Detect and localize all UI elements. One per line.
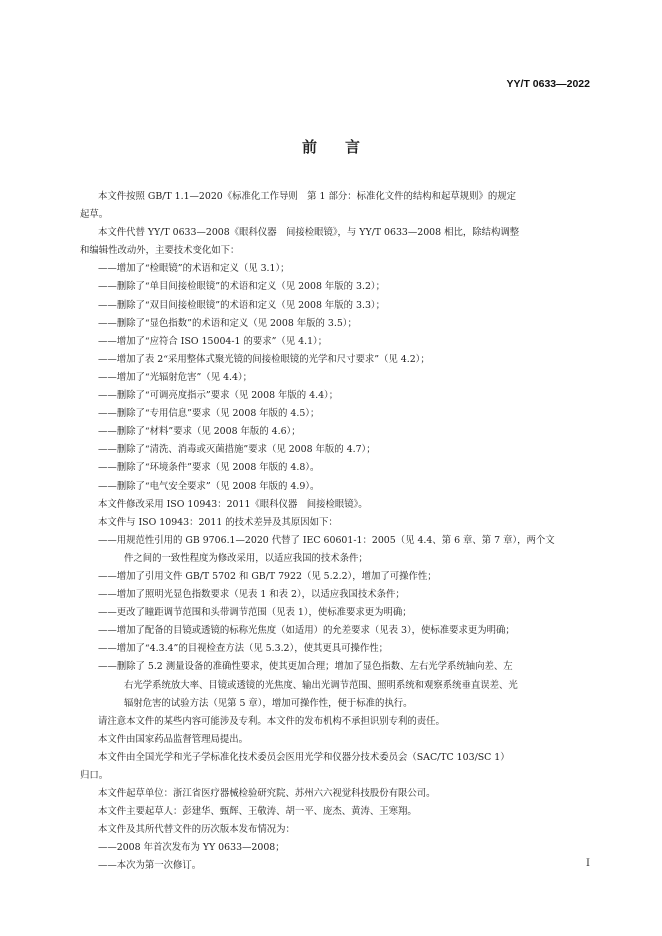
paragraph-differences: 本文件与 ISO 10943：2011 的技术差异及其原因如下： bbox=[98, 516, 338, 528]
change-item: ——删除了“环境条件”要求（见 2008 年版的 4.8）。 bbox=[98, 462, 320, 474]
paragraph-history: 本文件及其所代替文件的历次版本发布情况为： bbox=[98, 824, 295, 836]
paragraph-committee-cont: 归口。 bbox=[80, 770, 109, 781]
history-item: ——本次为第一次修订。 bbox=[98, 860, 202, 872]
change-item: ——删除了“可调亮度指示”要求（见 2008 年版的 4.4）； bbox=[98, 390, 339, 402]
document-body bbox=[80, 188, 592, 876]
change-item: ——增加了“检眼镜”的术语和定义（见 3.1）； bbox=[98, 263, 290, 275]
change-item: ——删除了“电气安全要求”（见 2008 年版的 4.9）。 bbox=[98, 480, 320, 492]
change-item: ——增加了“应符合 ISO 15004-1 的要求”（见 4.1）； bbox=[98, 335, 328, 347]
paragraph-replaces-cont: 和编辑性改动外，主要技术变化如下： bbox=[80, 245, 240, 257]
paragraph-drafting-rules: 本文件按照 GB/T 1.1—2020《标准化工作导则 第 1 部分：标准化文件的结构和起草规则》的规定 bbox=[98, 191, 516, 202]
difference-item-cont: 右光学系统放大率、目镜或透镜的光焦度、输出光调节范围、照明系统和观察系统垂直误差、光 bbox=[124, 679, 518, 691]
page-number: I bbox=[586, 858, 590, 869]
difference-item: ——增加了引用文件 GB/T 5702 和 GB/T 7922（见 5.2.2），增加了可操作性； bbox=[98, 570, 437, 582]
paragraph-replaces: 本文件代替 YY/T 0633—2008《眼科仪器 间接检眼镜》，与 YY/T 0633—2008 相比，除结构调整 bbox=[98, 227, 520, 239]
change-item: ——删除了“材料”要求（见 2008 年版的 4.6）； bbox=[98, 426, 301, 438]
change-item: ——删除了“单目间接检眼镜”的术语和定义（见 2008 年版的 3.2）； bbox=[98, 281, 385, 293]
history-item: ——2008 年首次发布为 YY 0633—2008； bbox=[98, 842, 285, 854]
change-item: ——删除了“双目间接检眼镜”的术语和定义（见 2008 年版的 3.3）； bbox=[98, 299, 385, 311]
paragraph-drafting-rules-cont: 起草。 bbox=[80, 209, 109, 221]
difference-item: ——增加了照明光显色指数要求（见表 1 和表 2），以适应我国技术条件； bbox=[98, 589, 405, 601]
standard-number: YY/T 0633—2022 bbox=[506, 78, 590, 90]
difference-item: ——更改了瞳距调节范围和头带调节范围（见表 1），使标准要求更为明确； bbox=[98, 607, 412, 619]
paragraph-drafting-units: 本文件起草单位：浙江省医疗器械检验研究院、苏州六六视觉科技股份有限公司。 bbox=[98, 788, 436, 800]
paragraph-adoption: 本文件修改采用 ISO 10943：2011《眼科仪器 间接检眼镜》。 bbox=[98, 498, 368, 510]
change-item: ——删除了“专用信息”要求（见 2008 年版的 4.5）； bbox=[98, 408, 320, 420]
difference-item: ——删除了 5.2 测量设备的准确性要求，使其更加合理；增加了显色指数、左右光学系统轴向差、左 bbox=[98, 661, 513, 673]
difference-item: ——用规范性引用的 GB 9706.1—2020 代替了 IEC 60601-1：2005（见 4.4、第 6 章、第 7 章），两个文 bbox=[98, 534, 555, 546]
paragraph-committee: 本文件由全国光学和光子学标准化技术委员会医用光学和仪器分技术委员会（SAC/TC 103/SC 1） bbox=[98, 751, 510, 763]
change-item: ——增加了“光辐射危害”（见 4.4）； bbox=[98, 371, 253, 383]
change-item: ——删除了“显色指数”的术语和定义（见 2008 年版的 3.5）； bbox=[98, 317, 357, 329]
difference-item: ——增加了“4.3.4”的目视检查方法（见 5.3.2），使其更具可操作性； bbox=[98, 643, 388, 655]
paragraph-proposed-by: 本文件由国家药品监督管理局提出。 bbox=[98, 733, 249, 745]
difference-item-cont: 件之间的一致性程度为修改采用，以适应我国的技术条件； bbox=[124, 552, 368, 564]
paragraph-drafters: 本文件主要起草人：彭建华、甄辉、王敬涛、胡一平、庞杰、黄涛、王寒翔。 bbox=[98, 806, 417, 818]
change-item: ——增加了表 2“采用整体式聚光镜的间接检眼镜的光学和尺寸要求”（见 4.2）； bbox=[98, 353, 430, 365]
difference-item: ——增加了配备的目镜或透镜的标称光焦度（如适用）的允差要求（见表 3），使标准要求更为明确； bbox=[98, 625, 515, 637]
change-item: ——删除了“清洗、消毒或灭菌措施”要求（见 2008 年版的 4.7）； bbox=[98, 444, 376, 456]
difference-item-cont: 辐射危害的试验方法（见第 5 章），增加可操作性，便于标准的执行。 bbox=[124, 697, 413, 709]
page-title: 前言 bbox=[301, 138, 388, 156]
paragraph-patent-notice: 请注意本文件的某些内容可能涉及专利。本文件的发布机构不承担识别专利的责任。 bbox=[98, 715, 445, 727]
